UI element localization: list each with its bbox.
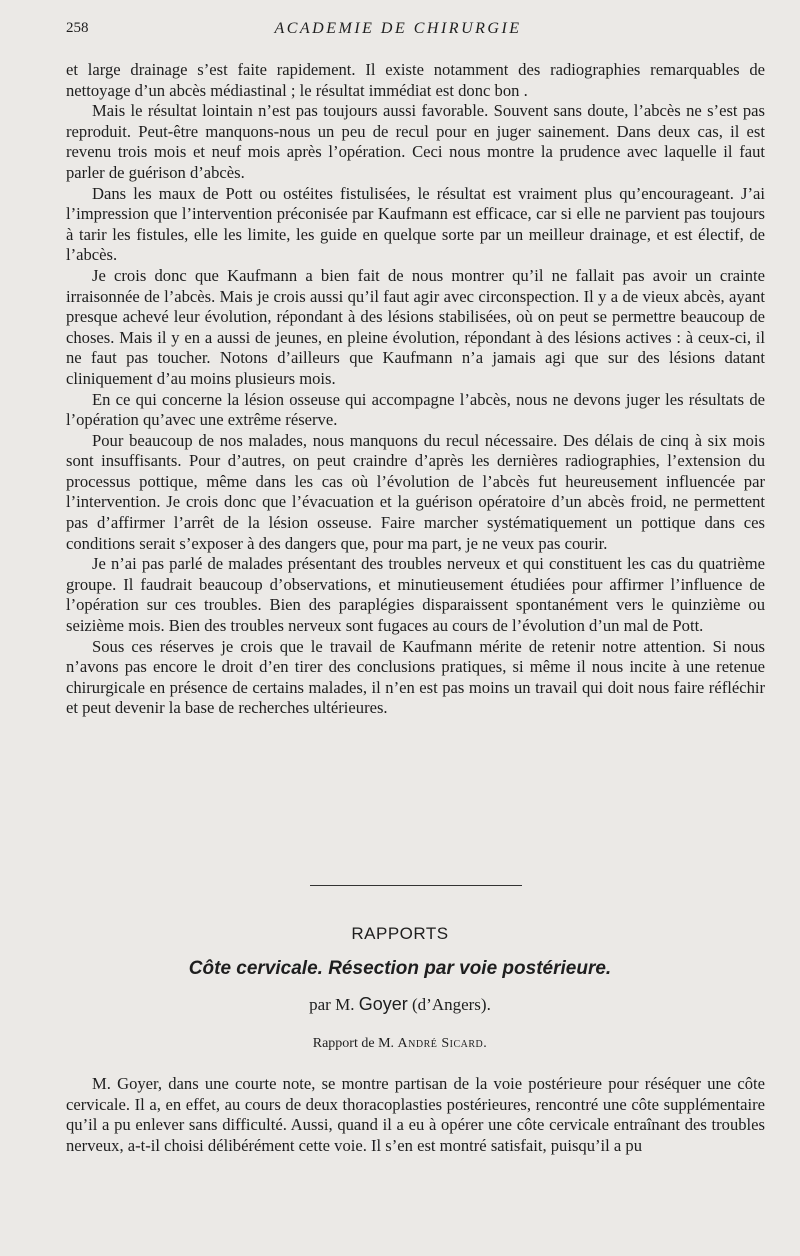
- paragraph: En ce qui concerne la lésion osseuse qui accompagne l’abcès, nous ne devons juger les résultats de l’opération qu’avec une extrême réserve.: [66, 389, 765, 430]
- page-number: 258: [66, 20, 89, 36]
- reporter-name: André Sicard.: [397, 1036, 488, 1051]
- report-line: [0, 1036, 800, 1052]
- report-text: [66, 1074, 765, 1156]
- paragraph: Dans les maux de Pott ou ostéites fistulisées, le résultat est vraiment plus qu’encourageant. J’ai l’impression que l’intervention préconisée par Kaufmann est efficace, car si elle ne parvient pas toujours à tarir les fistules, elle les limite, les guide en quelque sorte par un meilleur drainage, et est électif, de l’abcès.: [66, 183, 765, 265]
- paragraph: et large drainage s’est faite rapidement. Il existe notamment des radiographies remarquables de nettoyage d’un abcès médiastinal ; le résultat immédiat est donc bon .: [66, 60, 765, 100]
- section-heading: RAPPORTS: [351, 924, 449, 943]
- section-divider: [310, 885, 522, 886]
- paragraph: Pour beaucoup de nos malades, nous manquons du recul nécessaire. Des délais de cinq à six mois sont insuffisants. Pour d’autres, on peut craindre d’après les dernières radiographies, l’extension du processus pottique, même dans les cas où l’évolution de l’abcès fut heureusement influencée par l’intervention. Je crois donc que l’évacuation et la guérison opératoire d’un abcès froid, ne permettent pas d’affirmer l’arrêt de la lésion osseuse. Faire marcher systématiquement un pottique dans ces conditions serait s’exposer à des dangers que, pour ma part, je ne veux pas courir.: [66, 430, 765, 553]
- paragraph: Sous ces réserves je crois que le travail de Kaufmann mérite de retenir notre attention. Si nous n’avons pas encore le droit d’en tirer des conclusions pratiques, si même il nous incite à une retenue chirurgicale en présence de certains malades, il n’en est pas moins un travail qui doit nous faire réfléchir et peut devenir la base de recherches ultérieures.: [66, 636, 765, 718]
- running-title: ACADEMIE DE CHIRURGIE: [274, 20, 522, 37]
- article-title: Côte cervicale. Résection par voie postérieure.: [188, 958, 612, 979]
- author-affiliation: (d’Angers).: [412, 995, 491, 1014]
- paragraph: M. Goyer, dans une courte note, se montre partisan de la voie postérieure pour réséquer une côte cervicale. Il a, en effet, au cours de deux thoracoplasties postérieures, rencontré une côte supplémentaire qu’il a pu enlever sans difficulté. Aussi, quand il a eu à opérer une côte cervicale entraînant des troubles nerveux, a-t-il choisi délibérément cette voie. Il s’en est montré satisfait, puisqu’il a pu: [66, 1074, 765, 1155]
- paragraph: Mais le résultat lointain n’est pas toujours aussi favorable. Souvent sans doute, l’abcès ne s’est pas reproduit. Peut-être manquons-nous un peu de recul pour en juger sainement. Dans deux cas, il est revenu trois mois et neuf mois après l’opération. Ceci nous montre la prudence avec laquelle il faut parler de guérison d’abcès.: [66, 101, 765, 182]
- author-prefix: par M.: [309, 995, 355, 1014]
- author-name: Goyer: [358, 994, 408, 1014]
- main-text: [66, 60, 765, 719]
- paragraph: Je crois donc que Kaufmann a bien fait de nous montrer qu’il ne fallait pas avoir un crainte irraisonnée de l’abcès. Mais je crois aussi qu’il faut agir avec circonspection. Il y a de vieux abcès, ayant presque achevé leur évolution, répondant à des lésions stabilisées, où on peut se permettre beaucoup de choses. Mais il y en a aussi de jeunes, en pleine évolution, répondant à des lésions actives : à ceux-ci, il ne faut pas toucher. Notons d’ailleurs que Kaufmann n’a jamais agi que sur des lésions datant cliniquement d’au moins plusieurs mois.: [66, 265, 765, 388]
- page-header: [66, 20, 730, 44]
- author-line: [0, 994, 800, 1015]
- report-prefix: Rapport de M.: [312, 1036, 395, 1051]
- paragraph: Je n’ai pas parlé de malades présentant des troubles nerveux et qui constituent les cas du quatrième groupe. Il faudrait beaucoup d’observations, et minutieusement étudiées pour affirmer l’influence de l’opération sur ces troubles. Bien des paraplégies disparaissent spontanément vers le quinzième ou seizième mois. Bien des troubles nerveux sont fugaces au cours de l’évolution d’un mal de Pott.: [66, 554, 765, 636]
